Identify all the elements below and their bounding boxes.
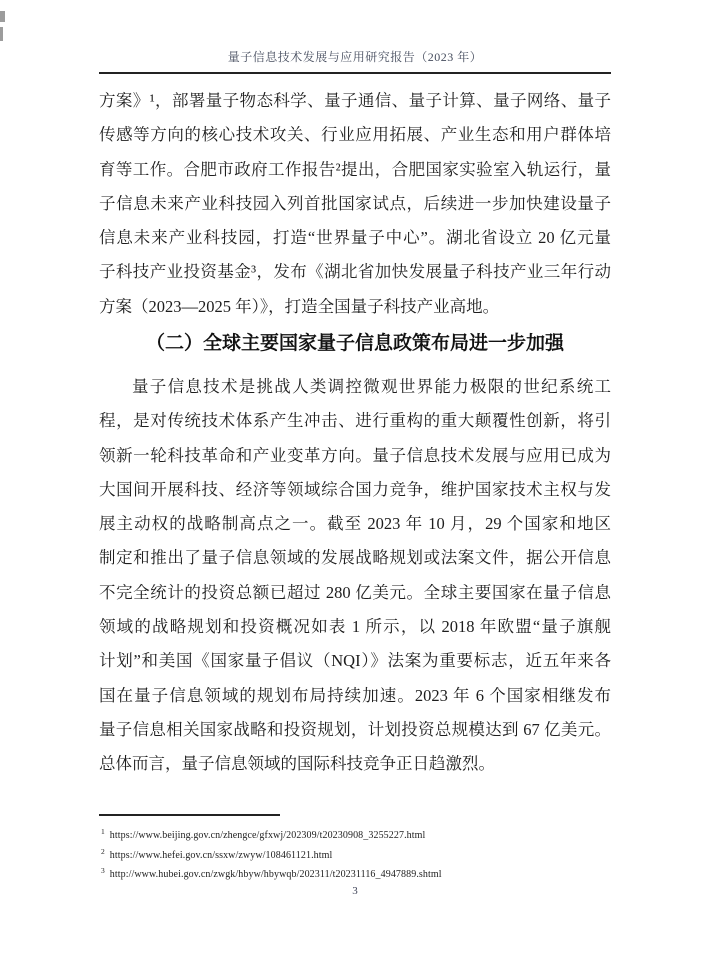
footnote-url: https://www.beijing.gov.cn/zhengce/gfxwj/202309/t20230908_3255227.html xyxy=(109,830,426,841)
scan-speck xyxy=(0,27,3,41)
footnote xyxy=(101,844,613,864)
page-number: 3 xyxy=(352,885,358,897)
footnote-separator xyxy=(99,814,280,816)
text-line: 子科技产业投资基金³，发布《湖北省加快发展量子科技产业三年行动 xyxy=(99,262,611,282)
text-line: 传感等方向的核心技术攻关、行业应用拓展、产业生态和用户群体培 xyxy=(99,125,611,145)
text-line: 量子信息技术是挑战人类调控微观世界能力极限的世纪系统工 xyxy=(132,377,611,396)
footnote-url: http://www.hubei.gov.cn/zwgk/hbyw/hbywqb/202311/t20231116_4947889.shtml xyxy=(109,869,442,880)
text-line: 计划”和美国《国家量子倡议（NQI）》法案为重要标志，近五年来各 xyxy=(99,651,611,671)
text-line: 不完全统计的投资总额已超过 280 亿美元。全球主要国家在量子信息 xyxy=(99,582,611,602)
text-line: 领域的战略规划和投资概况如表 1 所示，以 2018 年欧盟“量子旗舰 xyxy=(99,617,611,637)
text-line: 量子信息相关国家战略和投资规划，计划投资总规模达到 67 亿美元。 xyxy=(99,719,611,739)
text-line: 制定和推出了量子信息领域的发展战略规划或法案文件，据公开信息 xyxy=(99,548,611,568)
footnote xyxy=(101,824,613,844)
text-line: 育等工作。合肥市政府工作报告²提出，合肥国家实验室入轨运行，量 xyxy=(99,159,611,179)
text-line: 大国间开展科技、经济等领域综合国力竞争，维护国家技术主权与发 xyxy=(99,479,611,499)
paragraph-1 xyxy=(99,84,611,324)
text-line: 领新一轮科技革命和产业变革方向。量子信息技术发展与应用已成为 xyxy=(99,445,611,465)
paragraph-2 xyxy=(99,370,611,782)
page-header xyxy=(99,48,611,74)
footnote-marker: 3 xyxy=(101,866,105,875)
text-line: 方案》¹，部署量子物态科学、量子通信、量子计算、量子网络、量子 xyxy=(99,91,611,110)
section-heading: （二）全球主要国家量子信息政策布局进一步加强 xyxy=(145,333,564,354)
scan-speck xyxy=(0,11,5,22)
footnote-marker: 1 xyxy=(101,827,105,836)
text-line: 方案（2023—2025 年）》，打造全国量子科技产业高地。 xyxy=(99,296,500,316)
footnote xyxy=(101,863,613,883)
text-line: 国在量子信息领域的规划布局持续加速。2023 年 6 个国家相继发布 xyxy=(99,685,611,705)
text-line: 总体而言，量子信息领域的国际科技竞争正日趋激烈。 xyxy=(99,754,495,774)
report-title: 量子信息技术发展与应用研究报告（2023 年） xyxy=(227,50,483,64)
text-line: 子信息未来产业科技园入列首批国家试点，后续进一步加快建设量子 xyxy=(99,193,611,213)
text-line: 展主动权的战略制高点之一。截至 2023 年 10 月，29 个国家和地区 xyxy=(99,514,611,534)
footnote-url: https://www.hefei.gov.cn/ssxw/zwyw/108461121.html xyxy=(109,849,333,861)
footnote-marker: 2 xyxy=(101,846,105,856)
footnotes xyxy=(101,824,613,883)
text-line: 程，是对传统技术体系产生冲击、进行重构的重大颠覆性创新，将引 xyxy=(99,411,611,431)
text-line: 信息未来产业科技园，打造“世界量子中心”。湖北省设立 20 亿元量 xyxy=(99,228,611,248)
